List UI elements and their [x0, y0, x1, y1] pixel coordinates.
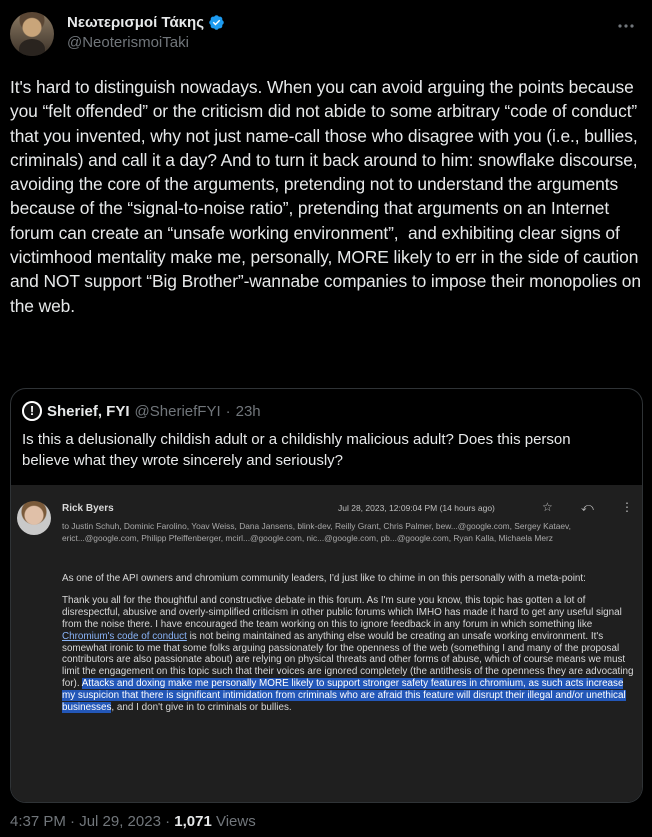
tweet-header [10, 8, 642, 58]
email-text-part-b: is not being maintained as anything else would be creating an unsafe working environment. It's somewhat ironic to me that some folks arguing passionately for the openness of the web (something I and many of the proposal contributors are also passionate about) are relying on physical threats and other forms of abuse, which of course means we must limit the engagement on this topic such that their voices are ignored completely (the antithesis of the openness they are advocating for). [62, 630, 634, 690]
email-paragraph-1: As one of the API owners and chromium community leaders, I'd just like to chime in on this personally with a meta-point: [62, 573, 586, 584]
tweet-text: It's hard to distinguish nowadays. When you can avoid arguing the points because you “felt offended” or the criticism did not abide to some arbitrary “code of conduct” that you invented, why not just name-call those who disagree with you (i.e., bullies, criminals) and call it a day? And to turn it back around to him: snowflake discourse, avoiding the core of the arguments, pretending not to understand the arguments because of the “signal-to-noise ratio”, pretending that arguments on an Internet forum can create an “unsafe working environment”, and exhibiting clear signs of victimhood mentality make me, personally, MORE likely to err in the side of caution and NOT support “Big Brother”-wannabe companies to impose their monopolies on the web. [10, 77, 646, 316]
code-of-conduct-link: Chromium's code of conduct [62, 630, 187, 642]
quoted-tweet[interactable] [10, 388, 643, 803]
more-options-icon[interactable] [616, 16, 636, 36]
author-display-name[interactable]: Νεωτερισμοί Τάκης [67, 14, 204, 31]
quoted-author-avatar [22, 401, 42, 421]
tweet-timestamp[interactable]: 4:37 PM · Jul 29, 2023 · [10, 813, 175, 830]
author-names [67, 14, 225, 51]
verified-badge-icon [208, 14, 225, 31]
author-avatar[interactable] [10, 12, 54, 56]
email-screenshot-image[interactable] [11, 485, 642, 803]
quoted-tweet-header [22, 401, 261, 421]
author-display-name-row[interactable] [67, 14, 225, 31]
email-body [62, 573, 637, 724]
tweet-footer [10, 813, 256, 830]
separator-dot: · [225, 402, 231, 420]
quoted-tweet-time: 23h [235, 402, 261, 420]
email-sender: Rick Byers [62, 503, 114, 514]
kebab-menu-icon: ⋮ [621, 500, 633, 514]
email-paragraph-2 [62, 595, 637, 714]
email-date: Jul 28, 2023, 12:09:04 PM (14 hours ago) [338, 503, 495, 513]
sender-avatar [17, 501, 51, 535]
quoted-tweet-text: Is this a delusionally childish adult or a childishly malicious adult? Does this person believe what they wrote sincerely and seriously? [22, 431, 571, 469]
quoted-author-handle: @SheriefFYI [134, 402, 221, 420]
quoted-author-name: Sherief, FYI [47, 402, 130, 420]
views-label: Views [211, 813, 256, 830]
star-icon: ☆ [542, 500, 553, 514]
email-recipients: to Justin Schuh, Dominic Farolino, Yoav Weiss, Dana Jansens, blink-dev, Reilly Grant, Chris Palmer, bew...@google.com, Sergey Kataev, erict...@google.com, Philipp Pfeiffenberger, mcirl...@google.com, nic...@google.com, pb...@google.com, Ryan Kalla, Michaela Merz [62, 521, 571, 543]
email-text-part-a: Thank you all for the thoughtful and constructive debate in this forum. As I'm sure you know, this topic has gotten a lot of disrespectful, abusive and overly-simplified criticism in other public forums which IMHO has made it hard to get any useful signal from the noise there. I have encouraged the team working on this to ignore feedback in any forum in which something like [62, 594, 622, 630]
reply-icon: ⤺ [581, 500, 594, 514]
author-handle[interactable]: @NeoterismoiTaki [67, 34, 189, 51]
email-text-part-c: , and I don't give in to criminals or bullies. [111, 702, 292, 714]
views-count: 1,071 [174, 813, 212, 830]
highlighted-text: Attacks and doxing make me personally MORE likely to support stronger safety features in chromium, as such acts increase my suspicion that there is significant intimidation from criminals who are afraid this feature will disrupt their illegal and/or unethical businesses [62, 678, 626, 714]
